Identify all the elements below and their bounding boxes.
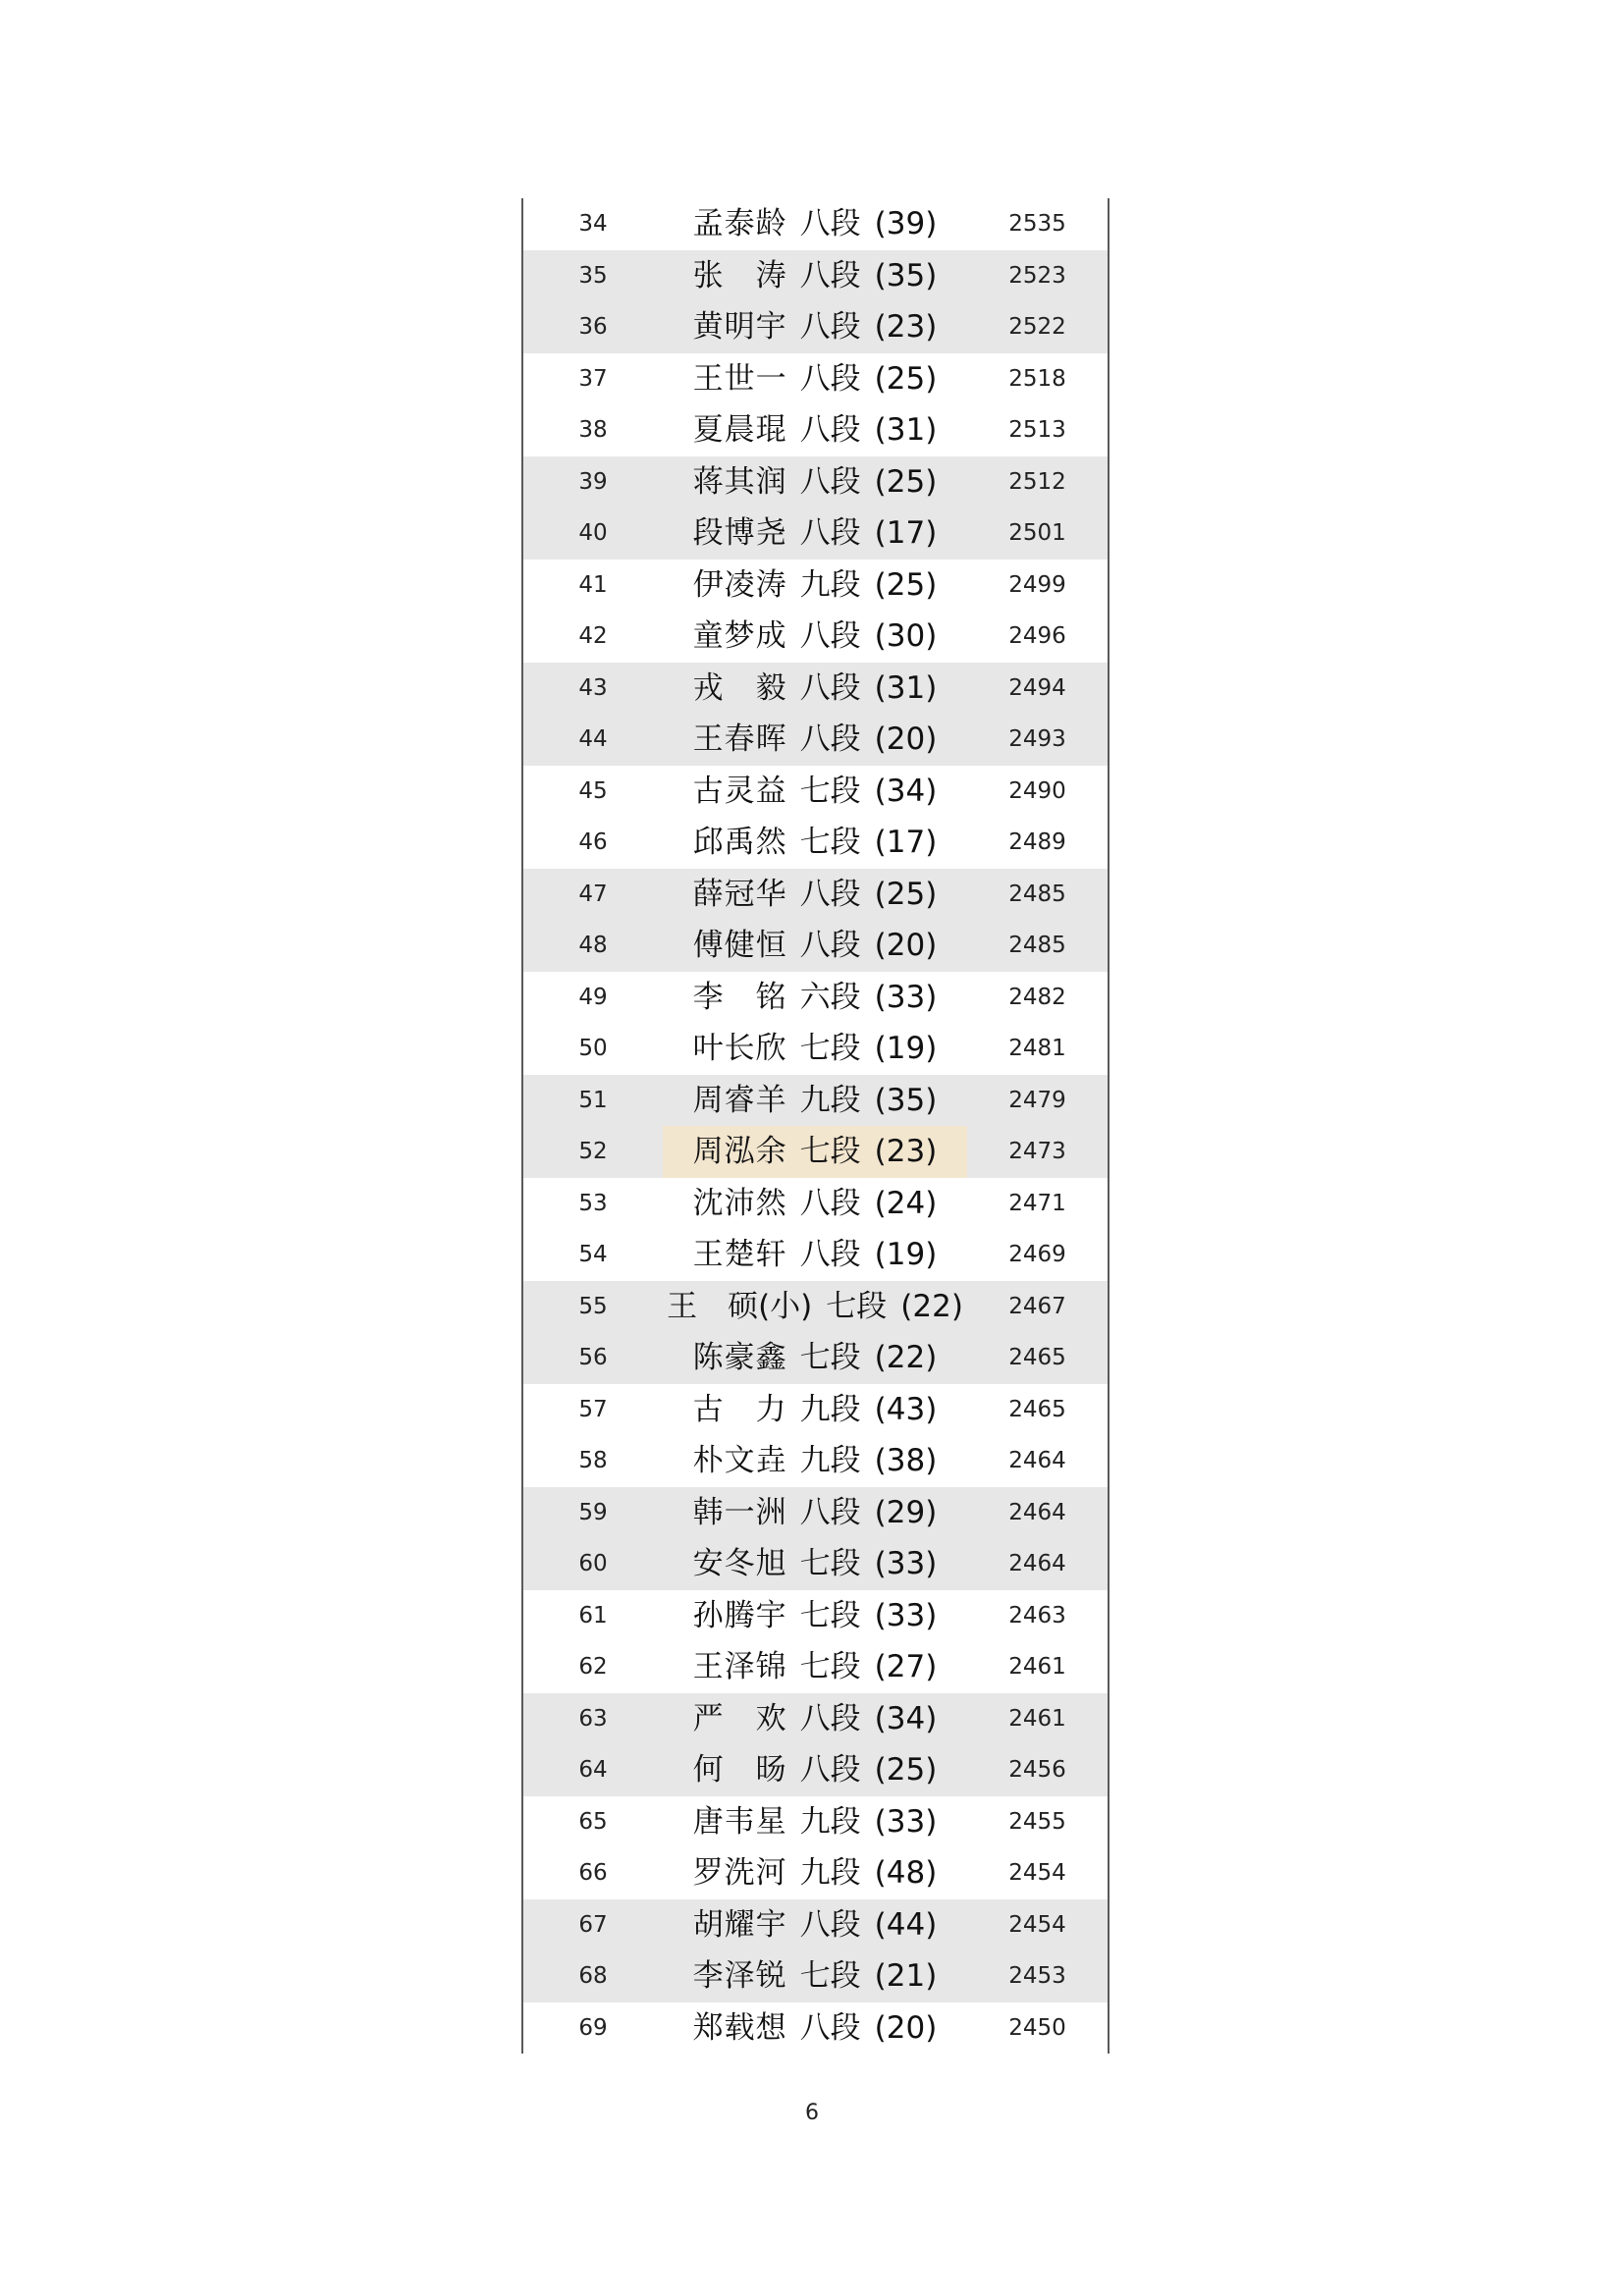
- rank-cell: 64: [578, 1757, 608, 1783]
- rating-cell: 2464: [1008, 1448, 1066, 1473]
- player-cell: [663, 353, 967, 405]
- table-row: [523, 1538, 1108, 1590]
- player-cell: [663, 663, 967, 715]
- player-age: (31): [874, 412, 938, 448]
- table-row: [523, 1126, 1108, 1178]
- table-row: [523, 1899, 1108, 1951]
- player-dan: 七段: [799, 1546, 861, 1581]
- player-dan: 七段: [799, 1134, 861, 1169]
- player-age: (30): [874, 618, 938, 654]
- rank-cell: 53: [578, 1190, 608, 1216]
- table-row: [523, 301, 1108, 353]
- player-cell: [663, 1538, 967, 1590]
- rating-cell: 2454: [1008, 1911, 1066, 1938]
- rating-cell: 2463: [1008, 1602, 1066, 1629]
- player-cell: [663, 766, 967, 818]
- rating-cell: 2464: [1008, 1499, 1066, 1525]
- player-age: (20): [874, 2009, 938, 2046]
- player-dan: 九段: [799, 1803, 861, 1840]
- player-name: 沈沛然: [692, 1185, 786, 1221]
- rank-cell: 62: [578, 1654, 608, 1680]
- rating-cell: 2535: [1008, 211, 1066, 237]
- player-dan: 八段: [799, 360, 861, 397]
- rating-cell: 2501: [1008, 520, 1066, 546]
- rating-cell: 2454: [1008, 1860, 1066, 1886]
- player-cell: [663, 1023, 967, 1075]
- player-dan: 八段: [799, 876, 861, 912]
- player-age: (35): [874, 1082, 938, 1118]
- player-name: 李 铭: [692, 979, 786, 1015]
- player-name: 古灵益: [692, 773, 786, 809]
- player-cell: [663, 1744, 967, 1796]
- player-name: 蒋其润: [692, 463, 786, 500]
- rating-cell: 2523: [1008, 262, 1066, 289]
- rating-cell: 2482: [1008, 984, 1066, 1010]
- player-dan: 八段: [799, 2009, 861, 2046]
- rating-cell: 2464: [1008, 1551, 1066, 1576]
- player-dan: 八段: [799, 309, 861, 345]
- player-name: 李泽锐: [692, 1958, 786, 1994]
- rank-cell: 46: [578, 829, 608, 855]
- player-cell: [663, 1435, 967, 1487]
- player-cell: [663, 1075, 967, 1127]
- player-age: (23): [874, 1134, 938, 1169]
- rating-cell: 2512: [1008, 468, 1066, 495]
- player-dan: 八段: [799, 1185, 861, 1221]
- player-cell: [663, 714, 967, 766]
- player-name: 朴文垚: [692, 1443, 786, 1478]
- rating-cell: 2489: [1008, 829, 1066, 855]
- table-row: [523, 1487, 1108, 1539]
- rating-cell: 2465: [1008, 1345, 1066, 1370]
- rank-cell: 66: [578, 1860, 608, 1886]
- player-cell: [663, 1229, 967, 1281]
- player-age: (39): [874, 206, 938, 241]
- rank-cell: 40: [578, 520, 608, 546]
- player-name: 孙腾宇: [692, 1597, 786, 1633]
- player-age: (25): [874, 360, 938, 397]
- rating-cell: 2485: [1008, 881, 1066, 907]
- table-row: [523, 1435, 1108, 1487]
- table-row: [523, 560, 1108, 612]
- player-cell: [663, 1641, 967, 1693]
- rank-cell: 67: [578, 1911, 608, 1938]
- player-name: 周泓余: [692, 1134, 786, 1169]
- rank-cell: 65: [578, 1808, 608, 1835]
- rank-cell: 63: [578, 1705, 608, 1732]
- table-row: [523, 1229, 1108, 1281]
- player-cell: [663, 198, 967, 250]
- player-dan: 八段: [799, 618, 861, 654]
- rating-cell: 2490: [1008, 777, 1066, 804]
- player-name: 王 硕(小): [667, 1288, 813, 1324]
- player-name: 邱禹然: [692, 825, 786, 860]
- player-age: (24): [874, 1185, 938, 1221]
- player-age: (23): [874, 309, 938, 345]
- player-age: (38): [874, 1443, 938, 1478]
- player-age: (34): [874, 773, 938, 809]
- table-row: [523, 1847, 1108, 1899]
- player-name: 郑载想: [692, 2009, 786, 2046]
- player-dan: 八段: [799, 515, 861, 551]
- player-age: (25): [874, 463, 938, 500]
- player-age: (34): [874, 1700, 938, 1736]
- table-row: [523, 1178, 1108, 1230]
- rating-cell: 2473: [1008, 1139, 1066, 1164]
- player-cell: [663, 250, 967, 302]
- table-row: [523, 1693, 1108, 1745]
- player-age: (31): [874, 669, 938, 706]
- rank-cell: 41: [578, 571, 608, 598]
- table-row: [523, 1075, 1108, 1127]
- table-row: [523, 611, 1108, 663]
- rating-cell: 2461: [1008, 1705, 1066, 1732]
- player-dan: 八段: [799, 257, 861, 294]
- player-name: 何 旸: [692, 1752, 786, 1788]
- player-age: (35): [874, 257, 938, 294]
- player-age: (20): [874, 721, 938, 757]
- table-row: [523, 2002, 1108, 2055]
- player-age: (29): [874, 1494, 938, 1530]
- player-dan: 九段: [799, 1082, 861, 1118]
- player-dan: 七段: [799, 1597, 861, 1633]
- player-age: (27): [874, 1649, 938, 1684]
- player-name: 古 力: [692, 1391, 786, 1427]
- player-age: (19): [874, 1237, 938, 1272]
- player-age: (33): [874, 979, 938, 1015]
- player-cell: [663, 1847, 967, 1899]
- player-age: (33): [874, 1597, 938, 1633]
- table-row: [523, 1744, 1108, 1796]
- player-cell: [663, 611, 967, 663]
- table-row: [523, 404, 1108, 456]
- rank-cell: 55: [578, 1293, 608, 1319]
- player-name: 叶长欣: [692, 1031, 786, 1066]
- player-dan: 八段: [799, 1237, 861, 1272]
- rating-cell: 2493: [1008, 726, 1066, 752]
- player-name: 黄明宇: [692, 309, 786, 345]
- table-row: [523, 817, 1108, 869]
- player-name: 傅健恒: [692, 928, 786, 963]
- rating-cell: 2481: [1008, 1036, 1066, 1061]
- player-dan: 七段: [826, 1288, 888, 1324]
- player-dan: 七段: [799, 1958, 861, 1994]
- player-dan: 八段: [799, 412, 861, 448]
- player-name: 张 涛: [692, 257, 786, 294]
- rank-cell: 43: [578, 674, 608, 701]
- player-dan: 八段: [799, 1494, 861, 1530]
- player-cell: [663, 1487, 967, 1539]
- player-cell: [663, 2002, 967, 2055]
- table-row: [523, 766, 1108, 818]
- player-age: (22): [900, 1288, 963, 1324]
- player-cell: [663, 1950, 967, 2002]
- rating-cell: 2513: [1008, 417, 1066, 443]
- player-cell: [663, 1899, 967, 1951]
- rating-cell: 2499: [1008, 571, 1066, 598]
- table-row: [523, 920, 1108, 972]
- rating-cell: 2456: [1008, 1757, 1066, 1783]
- player-name: 陈豪鑫: [692, 1340, 786, 1375]
- rating-cell: 2453: [1008, 1963, 1066, 1989]
- rating-cell: 2471: [1008, 1190, 1066, 1216]
- player-cell-highlighted: [663, 1126, 967, 1178]
- player-dan: 九段: [799, 1443, 861, 1478]
- rank-cell: 38: [578, 417, 608, 443]
- ranking-table: [521, 198, 1110, 2054]
- player-dan: 八段: [799, 1906, 861, 1943]
- rank-cell: 57: [578, 1396, 608, 1422]
- player-name: 王春晖: [692, 721, 786, 757]
- player-age: (33): [874, 1546, 938, 1581]
- player-name: 戎 毅: [692, 669, 786, 706]
- player-dan: 八段: [799, 463, 861, 500]
- rank-cell: 68: [578, 1963, 608, 1989]
- rank-cell: 34: [578, 211, 608, 237]
- rating-cell: 2455: [1008, 1808, 1066, 1835]
- player-name: 童梦成: [692, 618, 786, 654]
- player-age: (20): [874, 928, 938, 963]
- player-cell: [663, 1281, 967, 1333]
- player-dan: 八段: [799, 721, 861, 757]
- table-row: [523, 1796, 1108, 1848]
- player-dan: 七段: [799, 825, 861, 860]
- player-name: 段博尧: [692, 515, 786, 551]
- table-row: [523, 972, 1108, 1024]
- player-cell: [663, 972, 967, 1024]
- rank-cell: 59: [578, 1499, 608, 1525]
- player-name: 胡耀宇: [692, 1906, 786, 1943]
- player-cell: [663, 1796, 967, 1848]
- player-cell: [663, 456, 967, 508]
- player-cell: [663, 560, 967, 612]
- table-row: [523, 1281, 1108, 1333]
- table-row: [523, 198, 1108, 250]
- rank-cell: 48: [578, 933, 608, 958]
- player-dan: 八段: [799, 1700, 861, 1736]
- player-cell: [663, 1178, 967, 1230]
- rank-cell: 36: [578, 314, 608, 340]
- player-name: 韩一洲: [692, 1494, 786, 1530]
- rank-cell: 52: [578, 1139, 608, 1164]
- rank-cell: 51: [578, 1087, 608, 1113]
- player-name: 孟泰龄: [692, 206, 786, 241]
- player-dan: 八段: [799, 928, 861, 963]
- player-cell: [663, 1332, 967, 1384]
- rank-cell: 47: [578, 881, 608, 907]
- rank-cell: 49: [578, 984, 608, 1010]
- player-name: 伊凌涛: [692, 566, 786, 603]
- table-row: [523, 1023, 1108, 1075]
- table-row: [523, 1590, 1108, 1642]
- player-name: 夏晨琨: [692, 412, 786, 448]
- player-dan: 六段: [799, 979, 861, 1015]
- player-name: 周睿羊: [692, 1082, 786, 1118]
- player-age: (25): [874, 1752, 938, 1788]
- rating-cell: 2494: [1008, 674, 1066, 701]
- rank-cell: 50: [578, 1036, 608, 1061]
- player-age: (17): [874, 825, 938, 860]
- player-cell: [663, 1384, 967, 1436]
- player-age: (25): [874, 876, 938, 912]
- rank-cell: 45: [578, 777, 608, 804]
- player-name: 王泽锦: [692, 1649, 786, 1684]
- table-row: [523, 714, 1108, 766]
- player-age: (44): [874, 1906, 938, 1943]
- player-age: (33): [874, 1803, 938, 1840]
- rank-cell: 60: [578, 1551, 608, 1576]
- rank-cell: 69: [578, 2014, 608, 2041]
- rank-cell: 39: [578, 468, 608, 495]
- player-cell: [663, 869, 967, 921]
- rating-cell: 2461: [1008, 1654, 1066, 1680]
- player-dan: 七段: [799, 773, 861, 809]
- player-dan: 九段: [799, 566, 861, 603]
- player-cell: [663, 301, 967, 353]
- player-name: 安冬旭: [692, 1546, 786, 1581]
- rank-cell: 44: [578, 726, 608, 752]
- rating-cell: 2467: [1008, 1293, 1066, 1319]
- player-age: (17): [874, 515, 938, 551]
- player-dan: 九段: [799, 1855, 861, 1891]
- player-dan: 七段: [799, 1031, 861, 1066]
- player-age: (43): [874, 1391, 938, 1427]
- player-cell: [663, 507, 967, 560]
- player-name: 薛冠华: [692, 876, 786, 912]
- rank-cell: 61: [578, 1602, 608, 1629]
- player-age: (25): [874, 566, 938, 603]
- rank-cell: 56: [578, 1345, 608, 1370]
- table-row: [523, 507, 1108, 560]
- table-row: [523, 1950, 1108, 2002]
- rating-cell: 2522: [1008, 314, 1066, 340]
- table-row: [523, 869, 1108, 921]
- player-dan: 七段: [799, 1340, 861, 1375]
- rating-cell: 2518: [1008, 365, 1066, 392]
- player-age: (21): [874, 1958, 938, 1994]
- player-cell: [663, 920, 967, 972]
- rank-cell: 37: [578, 365, 608, 392]
- table-row: [523, 250, 1108, 302]
- player-dan: 七段: [799, 1649, 861, 1684]
- rank-cell: 54: [578, 1242, 608, 1267]
- rank-cell: 35: [578, 262, 608, 289]
- player-cell: [663, 404, 967, 456]
- player-dan: 九段: [799, 1391, 861, 1427]
- rank-cell: 42: [578, 623, 608, 649]
- player-age: (22): [874, 1340, 938, 1375]
- table-row: [523, 353, 1108, 405]
- player-name: 罗洗河: [692, 1855, 786, 1891]
- table-row: [523, 1332, 1108, 1384]
- rank-cell: 58: [578, 1448, 608, 1473]
- table-row: [523, 456, 1108, 508]
- rating-cell: 2469: [1008, 1242, 1066, 1267]
- player-cell: [663, 817, 967, 869]
- player-dan: 八段: [799, 669, 861, 706]
- player-name: 王楚轩: [692, 1237, 786, 1272]
- table-row: [523, 1641, 1108, 1693]
- table-row: [523, 1384, 1108, 1436]
- player-name: 严 欢: [692, 1700, 786, 1736]
- player-name: 王世一: [692, 360, 786, 397]
- player-cell: [663, 1590, 967, 1642]
- rating-cell: 2496: [1008, 623, 1066, 649]
- player-dan: 八段: [799, 1752, 861, 1788]
- player-name: 唐韦星: [692, 1803, 786, 1840]
- page-number: 6: [805, 2101, 819, 2125]
- player-age: (48): [874, 1855, 938, 1891]
- rating-cell: 2465: [1008, 1396, 1066, 1422]
- player-dan: 八段: [799, 206, 861, 241]
- player-age: (19): [874, 1031, 938, 1066]
- rating-cell: 2485: [1008, 933, 1066, 958]
- rating-cell: 2450: [1008, 2014, 1066, 2041]
- rating-cell: 2479: [1008, 1087, 1066, 1113]
- table-row: [523, 663, 1108, 715]
- player-cell: [663, 1693, 967, 1745]
